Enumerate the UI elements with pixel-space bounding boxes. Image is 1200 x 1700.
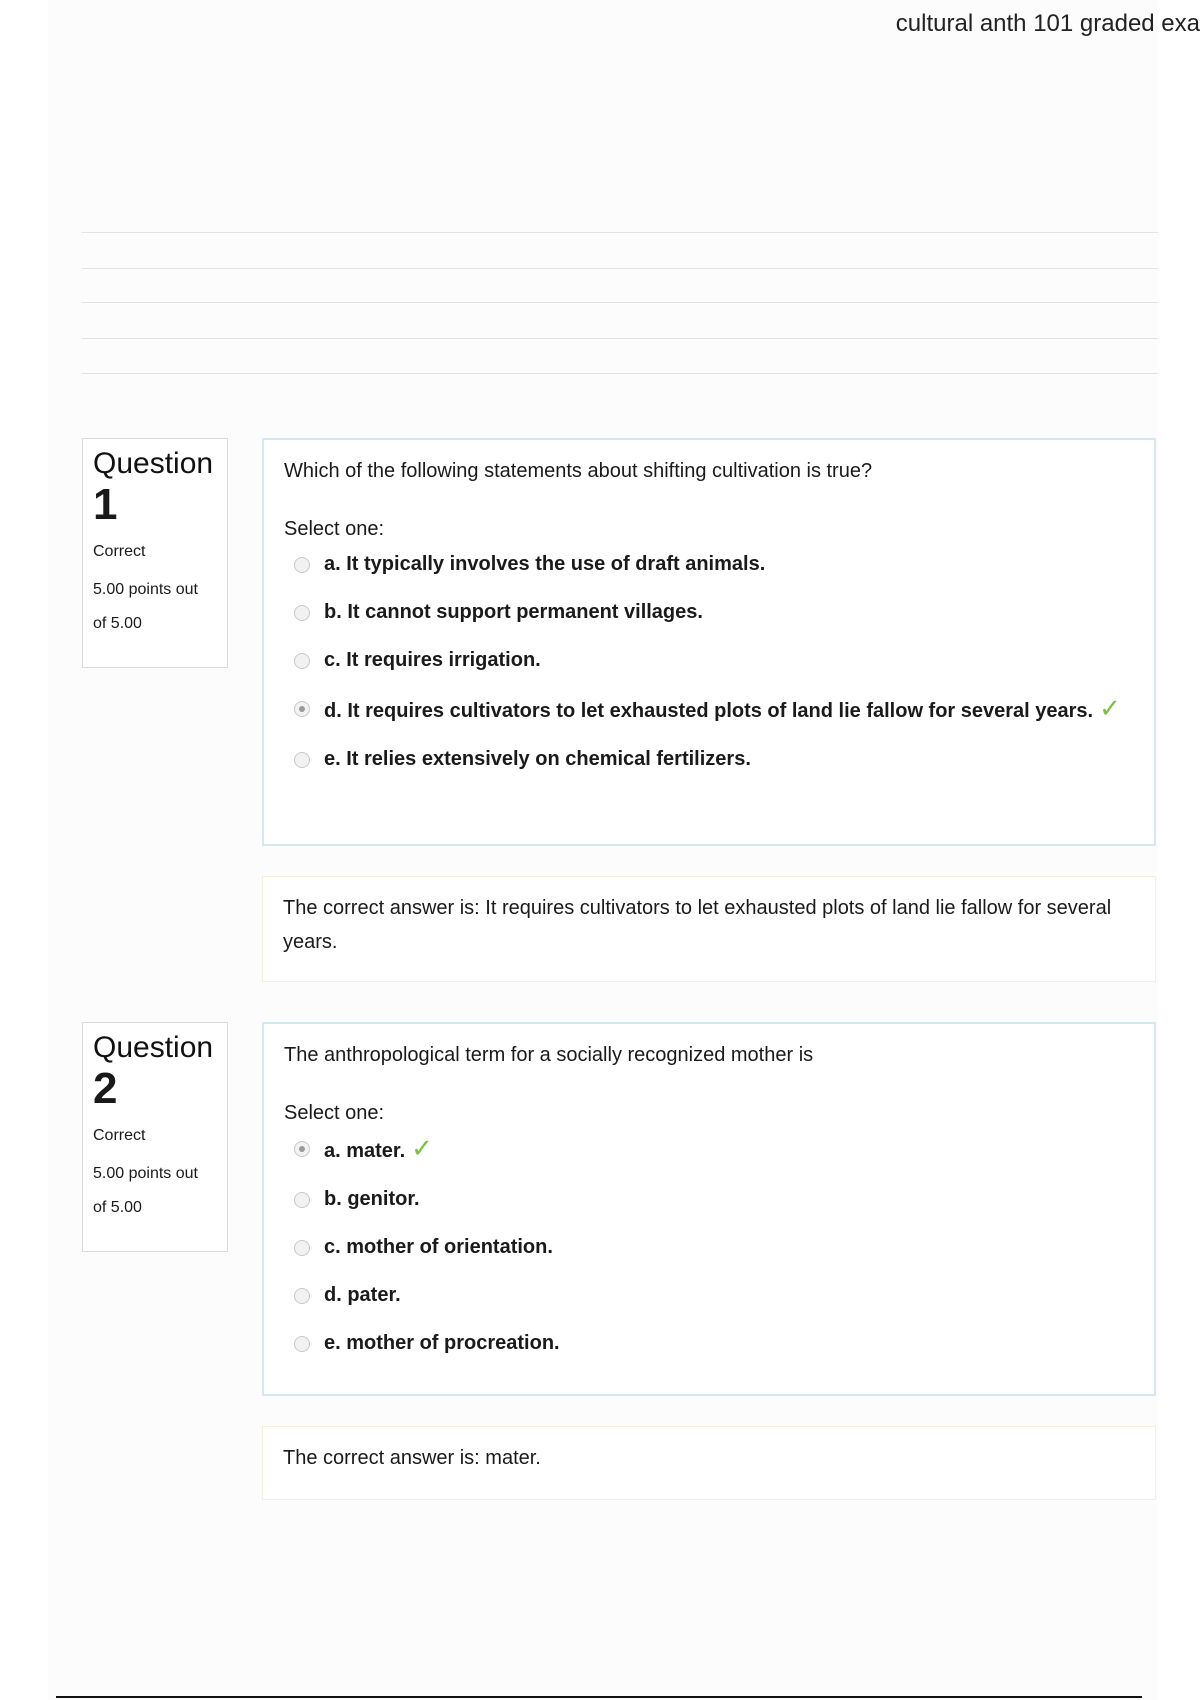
question-text: The anthropological term for a socially recognized mother is <box>284 1044 814 1066</box>
select-prompt: Select one: <box>284 518 385 540</box>
correct-answer-text: The correct answer is: It requires cultivators to let exhausted plots of land lie fallow for several years. <box>283 897 1112 953</box>
answer-label: e. mother of procreation. <box>324 1332 560 1354</box>
answer-label: c. mother of orientation. <box>324 1236 553 1258</box>
correct-answer-text: The correct answer is: mater. <box>283 1447 541 1469</box>
question-label: Question <box>93 447 214 480</box>
answer-label: a. mater. <box>324 1140 406 1162</box>
answer-list <box>284 1131 1134 1360</box>
divider <box>82 338 1158 339</box>
radio-button[interactable] <box>294 605 310 621</box>
divider <box>82 232 1158 233</box>
question-grade: 5.00 points out of 5.00 <box>93 581 198 632</box>
answer-option[interactable] <box>284 1278 1134 1312</box>
question-2-info <box>82 1022 228 1252</box>
answer-option[interactable] <box>284 742 1134 776</box>
select-prompt: Select one: <box>284 1102 385 1124</box>
divider <box>82 373 1158 374</box>
answer-option[interactable] <box>284 1230 1134 1264</box>
answer-option[interactable] <box>284 1326 1134 1360</box>
question-number: 2 <box>93 1064 118 1113</box>
radio-button-selected[interactable] <box>294 1141 310 1157</box>
page-bottom-rule <box>56 1696 1142 1698</box>
answer-label: c. It requires irrigation. <box>324 649 541 671</box>
radio-button[interactable] <box>294 752 310 768</box>
question-text: Which of the following statements about shifting cultivation is true? <box>284 460 873 482</box>
answer-list <box>284 547 1134 776</box>
question-2-feedback <box>262 1426 1156 1500</box>
radio-button-selected[interactable] <box>294 701 310 717</box>
answer-label: b. It cannot support permanent villages. <box>324 601 703 623</box>
divider <box>82 268 1158 269</box>
answer-option[interactable] <box>284 547 1134 581</box>
answer-option[interactable] <box>284 643 1134 677</box>
radio-button[interactable] <box>294 1336 310 1352</box>
radio-button[interactable] <box>294 1192 310 1208</box>
answer-option[interactable] <box>284 595 1134 629</box>
answer-label: e. It relies extensively on chemical fertilizers. <box>324 748 751 770</box>
question-grade: 5.00 points out of 5.00 <box>93 1165 198 1216</box>
question-label: Question <box>93 1031 214 1064</box>
question-2-formulation <box>262 1022 1156 1396</box>
check-mark-icon: ✓ <box>1099 693 1121 723</box>
divider <box>82 302 1158 303</box>
radio-button[interactable] <box>294 557 310 573</box>
answer-label: d. It requires cultivators to let exhausted plots of land lie fallow for several years. <box>324 700 1094 722</box>
radio-button[interactable] <box>294 1240 310 1256</box>
answer-option-selected[interactable] <box>284 691 1134 728</box>
radio-button[interactable] <box>294 1288 310 1304</box>
radio-button[interactable] <box>294 653 310 669</box>
question-state: Correct <box>93 543 146 560</box>
question-1-feedback <box>262 876 1156 982</box>
check-mark-icon: ✓ <box>411 1133 433 1163</box>
answer-label: b. genitor. <box>324 1188 420 1210</box>
answer-option[interactable] <box>284 1182 1134 1216</box>
document-title: cultural anth 101 graded exa <box>895 10 1200 37</box>
answer-label: d. pater. <box>324 1284 401 1306</box>
question-state: Correct <box>93 1127 146 1144</box>
answer-label: a. It typically involves the use of draft animals. <box>324 553 766 575</box>
answer-option-selected[interactable] <box>284 1131 1134 1168</box>
question-1-info <box>82 438 228 668</box>
question-number: 1 <box>93 480 118 529</box>
question-1-formulation <box>262 438 1156 846</box>
